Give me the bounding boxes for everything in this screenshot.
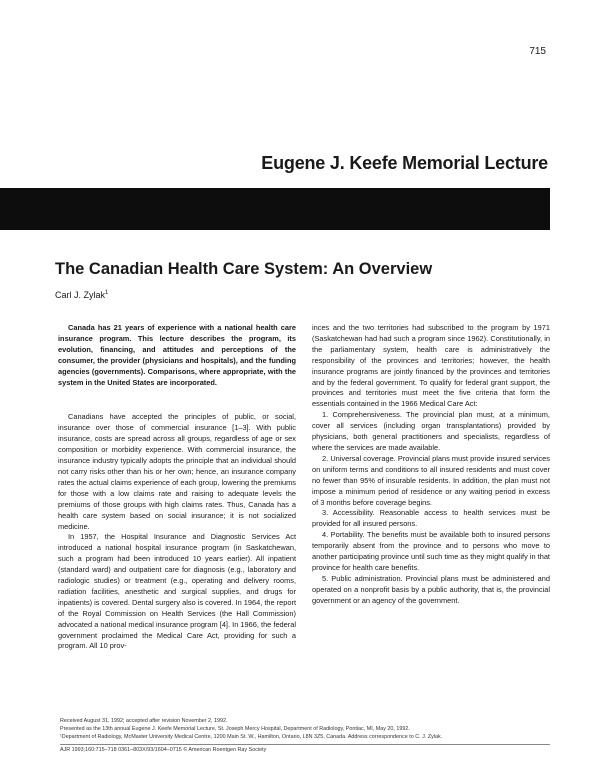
criterion-comprehensiveness: 1. Comprehensiveness. The provincial plan must, at a minimum, cover all services (including organ transplantations) provided by physicians, both general practitioners and specialists, regardless of where the services are made available.: [312, 410, 550, 452]
article-title: The Canadian Health Care System: An Overview: [55, 260, 433, 278]
criterion-portability: 4. Portability. The benefits must be available both to insured persons temporarily absent from the province and to persons who move to another participating province until such time as they might qualify in that province for health care benefits.: [312, 530, 550, 572]
page-number: 715: [529, 46, 546, 57]
author-name: Carl J. Zylak: [55, 290, 106, 300]
left-column: [58, 323, 296, 652]
right-column: [312, 323, 550, 607]
series-title: Eugene J. Keefe Memorial Lecture: [261, 153, 548, 173]
criterion-public-administration: 5. Public administration. Provincial plans must be administered and operated on a nonprofit basis by a public authority, that is, the provincial government or an agency of the government.: [312, 573, 550, 605]
body-paragraph: inces and the two territories had subscribed to the program by 1971 (Saskatchewan had had such a program since 1962). Constitutionally, in the parliamentary system, health care is administratively the responsibility of the provinces and territories; however, the health insurance programs are jointly financed by the provinces and territories and by the federal government. To qualify for federal grant support, the provinces and territories must meet the five criteria that form the essentials contained in the 1966 Medical Care Act:: [312, 323, 550, 409]
footnote-presented: Presented as the 13th annual Eugene J. Keefe Memorial Lecture, St. Joseph Mercy Hospital, Department of Radiology, Pontiac, MI, May 20, 1992.: [60, 725, 410, 732]
footnotes: [60, 718, 550, 755]
citation-line: AJR 1993;160:715–718 0361–803X/93/1604–0715 © American Roentgen Ray Society: [60, 747, 267, 754]
body-paragraph: Canadians have accepted the principles of public, or social, insurance over those of commercial insurance [1–3]. With public insurance, costs are spread across all groups, regardless of age or sex composition or morbidity experience. With commercial insurance, the insurance industry typically adopts the principle that an individual should not carry risks other than his or her own; hence, an insurance company rates the actual claims experience of each group, lowering the premiums for those with a low claims rate and raising to adequate levels the premiums of those groups with high claims rates. Thus, Canada has a health care system based on social insurance; it is not socialized medicine.: [58, 412, 296, 531]
criterion-universal-coverage: 2. Universal coverage. Provincial plans must provide insured services on uniform terms and conditions to all insured residents and must cover no fewer than 95% of insurable residents. In addition, the plan must not impose a minimum period of residence or any waiting period in excess of 3 months before coverage begins.: [312, 453, 550, 507]
footnote-received: Received August 31, 1992; accepted after revision November 2, 1992.: [60, 718, 228, 724]
criterion-accessibility: 3. Accessibility. Reasonable access to health services must be provided for all insured persons.: [312, 508, 550, 529]
abstract: Canada has 21 years of experience with a national health care insurance program. This lecture describes the program, its evolution, financing, and attitudes and perceptions of the consumer, the provider (physicians and hospitals), and the funding agencies (governments). Comparisons, where appropriate, with the system in the United States are incorporated.: [58, 323, 296, 387]
footnote-divider: [60, 744, 550, 745]
header-black-band: [0, 188, 550, 230]
footnote-affiliation: ¹Department of Radiology, McMaster University Medical Centre, 1200 Main St. W., Hamilton, Ontario, L8N 3Z5, Canada. Address correspondence to C. J. Zylak.: [60, 733, 443, 740]
author-footnote-mark: 1: [105, 290, 109, 296]
author-line: [55, 290, 108, 300]
body-paragraph: In 1957, the Hospital Insurance and Diagnostic Services Act introduced a national hospital insurance program (in Saskatchewan, such a program had been introduced 10 years earlier). All inpatient (standard ward) and outpatient care for diagnosis (e.g., laboratory and radiologic studies) or treatment (e.g., operating and delivery rooms, radiation facilities, anesthetic and surgical supplies, and drugs for inpatients) is covered. Dental surgery also is covered. In 1964, the report of the Royal Commission on Health Services (the Hall Commission) advocated a national medical insurance program [4]. In 1966, the federal government proclaimed the Medical Care Act, providing for such a program. All 10 prov-: [58, 532, 296, 651]
